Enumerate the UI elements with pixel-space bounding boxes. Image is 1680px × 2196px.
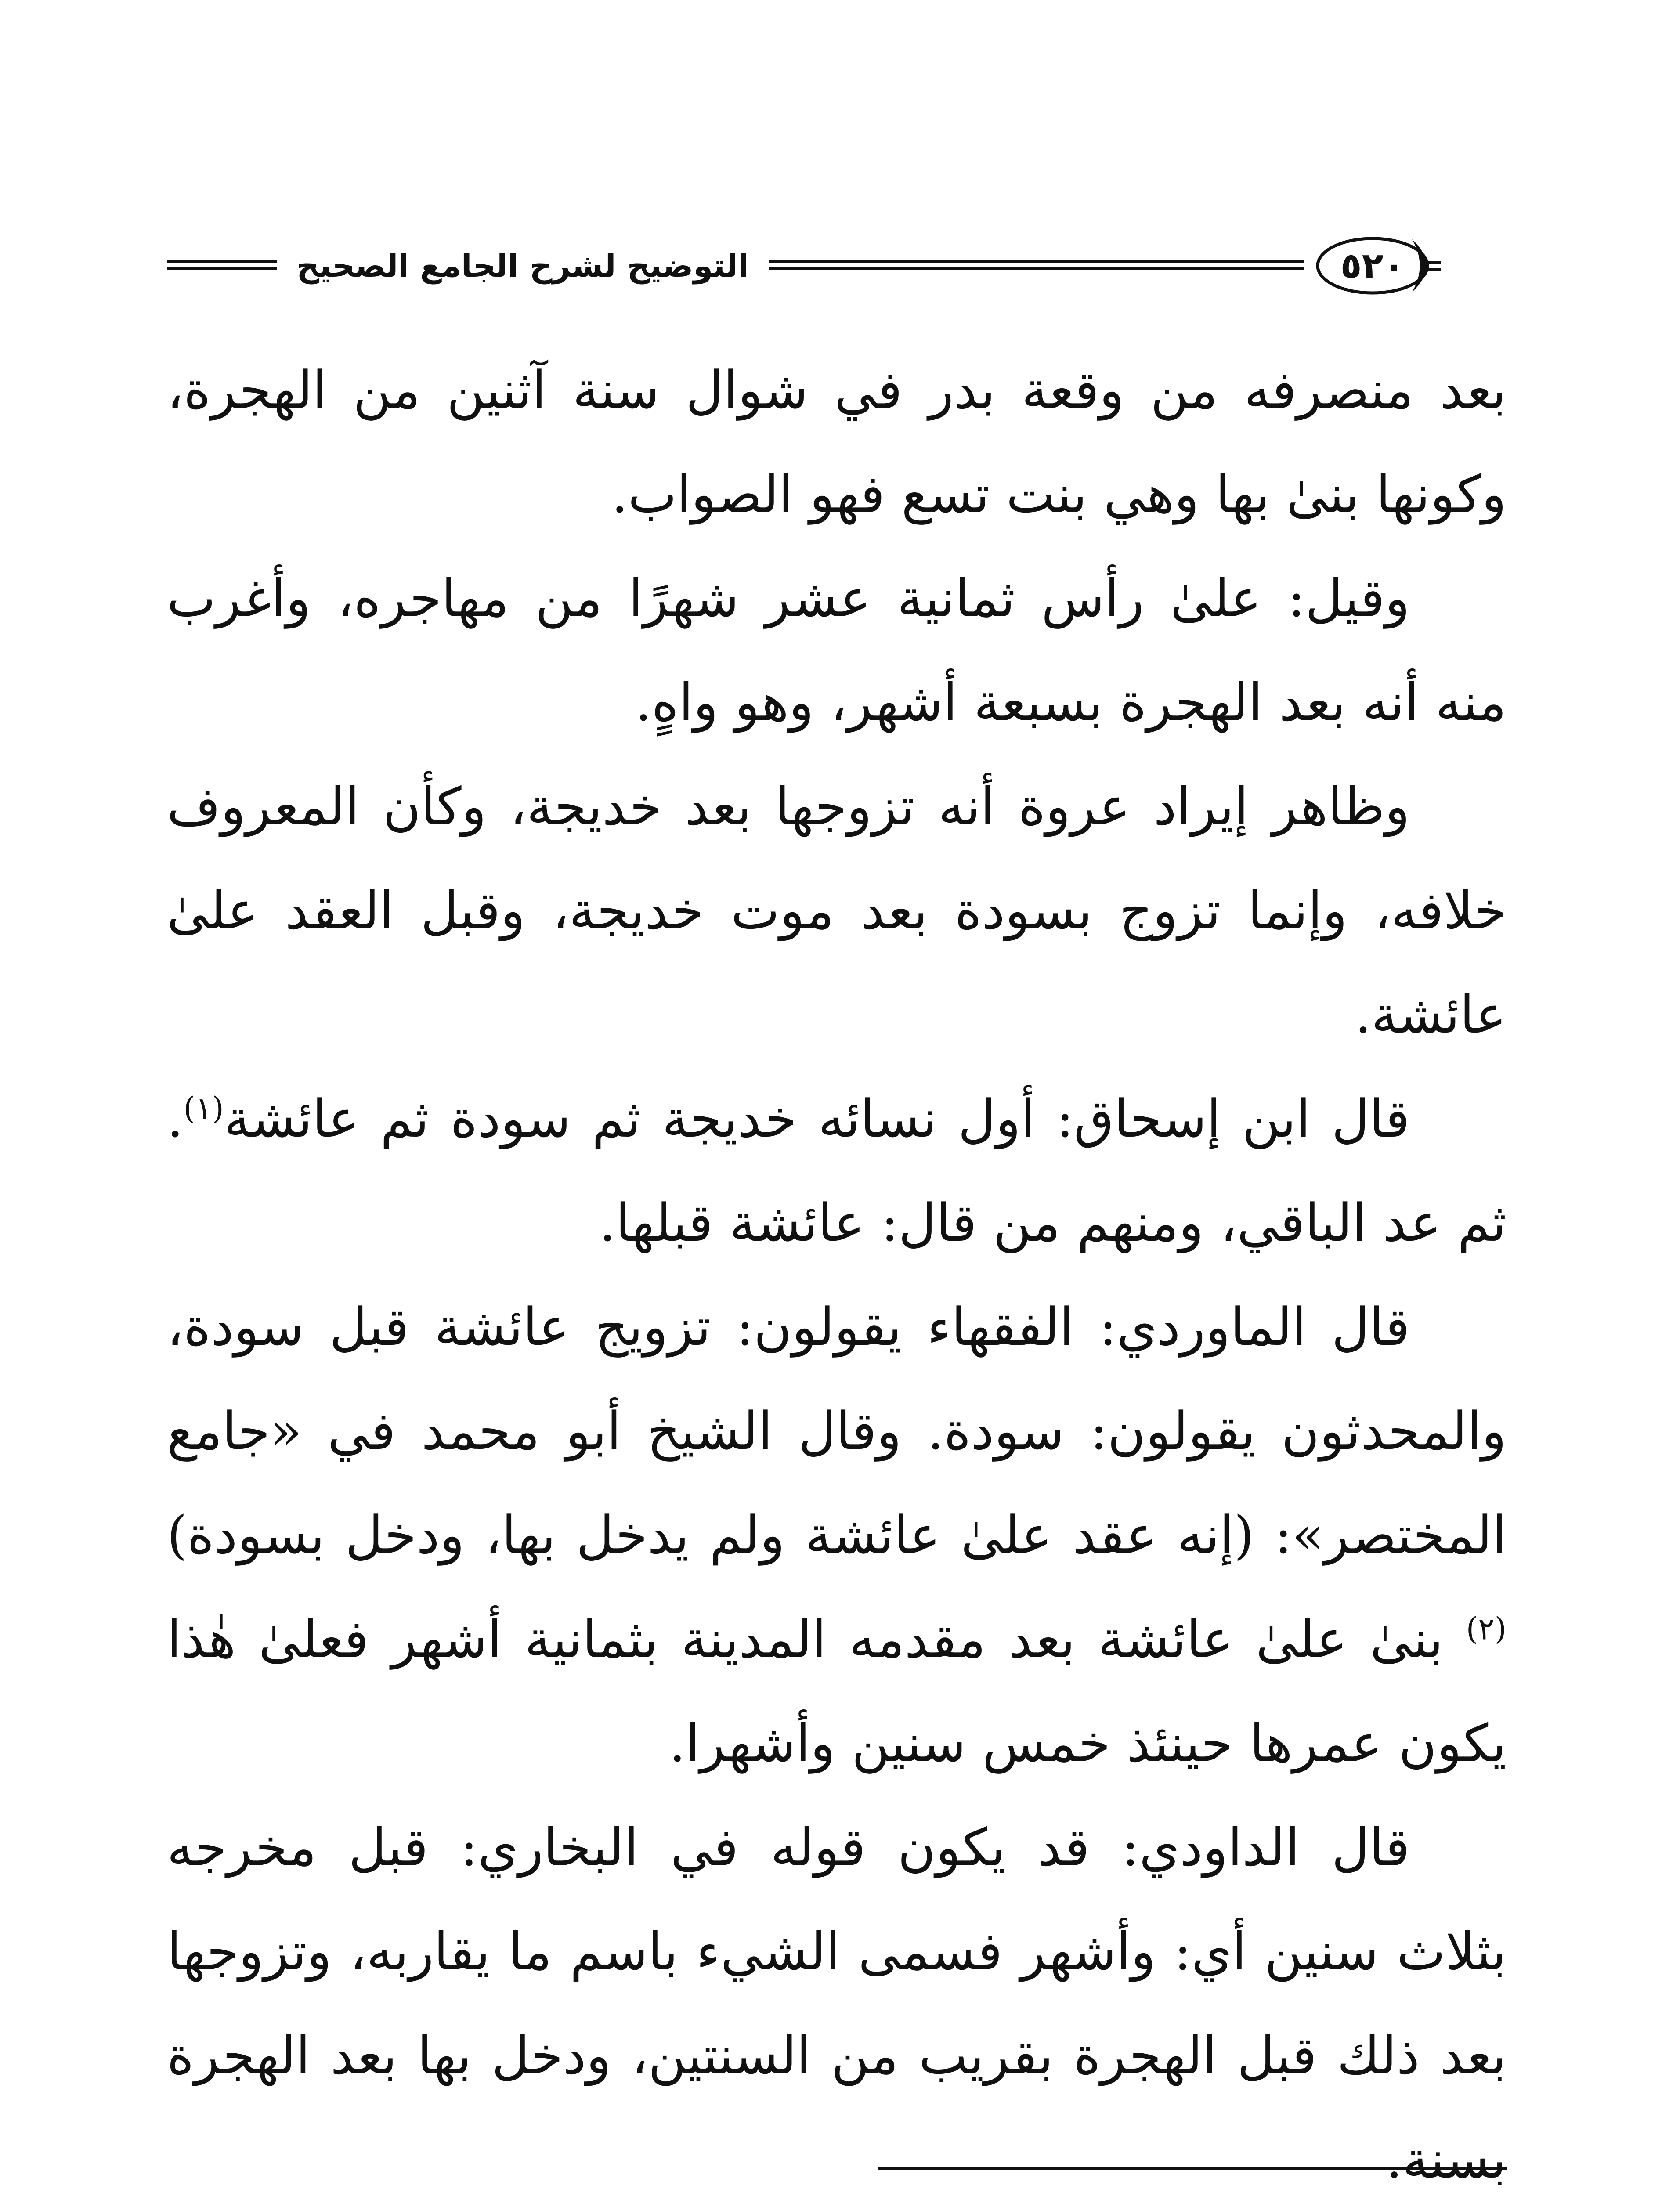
footnote-marker: [1397, 2185, 1507, 2196]
paragraph: [167, 1275, 1507, 1795]
paragraph-text: بنىٰ علىٰ عائشة بعد مقدمه المدينة بثمانية أشهر فعلىٰ هٰذا يكون عمرها حينئذ خمس سنين وأشهرا.: [167, 1609, 1507, 1773]
paragraph: وظاهر إيراد عروة أنه تزوجها بعد خديجة، وكأن المعروف خلافه، وإنما تزوج بسودة بعد موت خديجة، وقبل العقد علىٰ عائشة.: [167, 776, 1507, 1045]
paragraph-text: قال ابن إسحاق: أول نسائه خديجة ثم سودة ثم عائشة: [224, 1088, 1410, 1149]
header-rule-left: [167, 260, 277, 270]
page-number-badge: [1309, 228, 1441, 303]
footnotes: [167, 2185, 1507, 2196]
footnote-reference[interactable]: (٢): [1466, 1611, 1507, 1647]
running-header: [167, 220, 1507, 316]
paragraph: وقيل: علىٰ رأس ثمانية عشر شهرًا من مهاجره، وأغرب منه أنه بعد الهجرة بسبعة أشهر، وهو واهٍ.: [167, 568, 1507, 733]
page-number: ٥٢٠: [1340, 245, 1405, 286]
footnote-reference[interactable]: (١): [183, 1090, 224, 1127]
main-text: [167, 338, 1507, 2190]
paragraph: بعد منصرفه من وقعة بدر في شوال سنة آثنين من الهجرة، وكونها بنىٰ بها وهي بنت تسع فهو الصواب.: [167, 360, 1507, 524]
footnote: [167, 2185, 1507, 2196]
paragraph: [167, 1067, 1507, 1275]
paragraph-text: . ثم عد الباقي، ومنهم من قال: عائشة قبلها.: [167, 1088, 1507, 1253]
paragraph-text: قال الماوردي: الفقهاء يقولون: تزويج عائشة قبل سودة، والمحدثون يقولون: سودة. وقال الشيخ أبو محمد في «جامع المختصر»: (إنه عقد علىٰ عائشة ولم يدخل بها، ودخل بسودة): [167, 1297, 1507, 1565]
book-title: التوضيح لشرح الجامع الصحيح: [296, 247, 749, 284]
paragraph: قال الداودي: قد يكون قوله في البخاري: قبل مخرجه بثلاث سنين أي: وأشهر فسمى الشيء باسم ما يقاربه، وتزوجها بعد ذلك قبل الهجرة بقريب من السنتين، ودخل بها بعد الهجرة بسنة.: [167, 1817, 1507, 2190]
footnote-separator: [878, 2167, 1507, 2170]
header-rule-middle: [769, 260, 1304, 270]
